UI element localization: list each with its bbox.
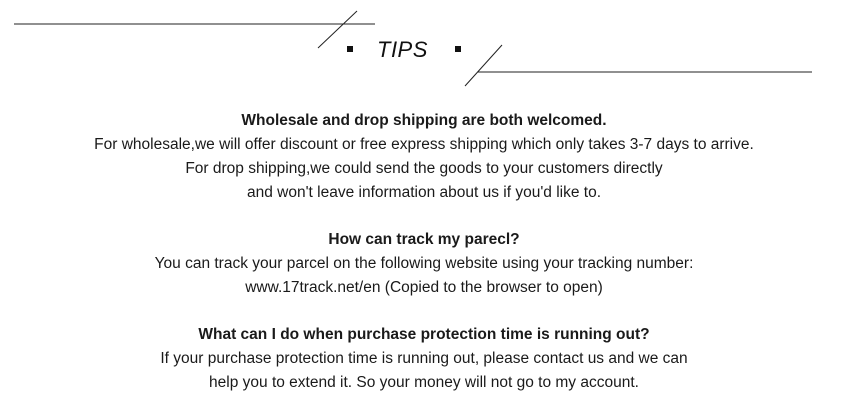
section-spacer (0, 205, 848, 228)
right-bullet-icon (455, 46, 461, 52)
faq-section-tracking (0, 228, 848, 300)
faq-section-protection (0, 323, 848, 395)
section-spacer (0, 300, 848, 323)
section-heading: What can I do when purchase protection time is running out? (198, 326, 650, 343)
tips-title: TIPS (377, 37, 428, 62)
right-slash-line (465, 45, 502, 86)
section-text-line: For drop shipping,we could send the goods to your customers directly (185, 160, 663, 177)
left-slash-line (318, 11, 357, 48)
tips-content (0, 109, 848, 395)
section-text-line: For wholesale,we will offer discount or free express shipping which only takes 3-7 days to arrive. (94, 136, 754, 153)
left-bullet-icon (347, 46, 353, 52)
section-text-line: help you to extend it. So your money will not go to my account. (209, 374, 639, 391)
section-text-line: If your purchase protection time is running out, please contact us and we can (160, 350, 688, 367)
tracking-url-text: www.17track.net/en (Copied to the browser to open) (245, 279, 603, 296)
section-text-line: You can track your parcel on the following website using your tracking number: (154, 255, 694, 272)
faq-section-wholesale (0, 109, 848, 205)
section-heading: How can track my parecl? (328, 231, 520, 248)
section-heading: Wholesale and drop shipping are both welcomed. (241, 112, 607, 129)
section-text-line: and won't leave information about us if you'd like to. (246, 184, 602, 201)
